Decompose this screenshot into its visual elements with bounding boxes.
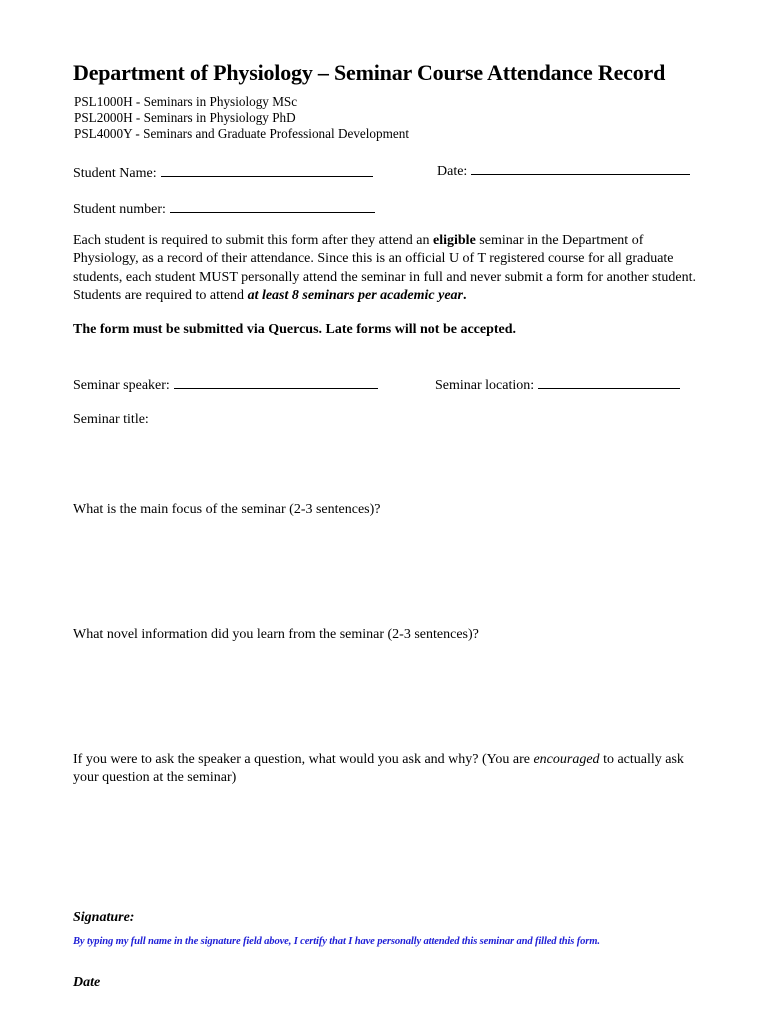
course-item: PSL1000H - Seminars in Physiology MSc <box>74 94 298 109</box>
focus-question: What is the main focus of the seminar (2-3 sentences)? <box>73 502 381 517</box>
student-name-row <box>73 164 373 182</box>
page-title: Department of Physiology – Seminar Course Attendance Record <box>73 60 666 85</box>
student-name-label: Student Name: <box>73 166 157 181</box>
student-number-row <box>73 200 375 218</box>
location-label: Seminar location: <box>435 378 535 393</box>
focus-answer-field[interactable] <box>73 522 693 622</box>
course-item: PSL4000Y - Seminars and Graduate Professional Development <box>74 126 409 141</box>
speaker-label: Seminar speaker: <box>73 378 170 393</box>
requirement-emphasis: at least 8 seminars per academic year <box>247 287 463 303</box>
date-label: Date: <box>437 164 468 179</box>
novel-answer-field[interactable] <box>73 647 693 747</box>
ask-answer-field[interactable] <box>73 792 693 902</box>
student-number-label: Student number: <box>73 202 166 217</box>
seminar-title-field[interactable] <box>73 432 693 492</box>
student-number-field[interactable] <box>170 200 375 213</box>
signature-date-label: Date <box>73 975 101 990</box>
student-name-field[interactable] <box>161 164 373 177</box>
date-row <box>437 162 690 180</box>
ask-question <box>73 751 693 787</box>
speaker-row <box>73 376 378 394</box>
instructions-end: . <box>462 287 467 303</box>
certification-statement: By typing my full name in the signature field above, I certify that I have personally attended this seminar and filled this form. <box>73 936 600 947</box>
instructions-text: seminar in the Department of Physiology, as a record of their attendance. Since this is an official U of T registered course for all graduate students, each student MUST personally attend the seminar in full and never submit a form for another student. Students are required to attend <box>73 233 696 303</box>
date-field[interactable] <box>471 162 690 175</box>
eligible-emphasis: eligible <box>433 233 476 248</box>
encouraged-emphasis: encouraged <box>533 752 600 767</box>
submission-notice: The form must be submitted via Quercus. Late forms will not be accepted. <box>73 322 517 337</box>
ask-question-text: to actually ask your question at the seminar) <box>73 752 684 785</box>
novel-question: What novel information did you learn from the seminar (2-3 sentences)? <box>73 627 479 642</box>
ask-question-text: If you were to ask the speaker a question, what would you ask and why? (You are <box>73 752 534 767</box>
speaker-field[interactable] <box>174 376 378 389</box>
instructions-text: Each student is required to submit this form after they attend an <box>73 233 434 248</box>
instructions-paragraph <box>73 232 698 305</box>
signature-label: Signature: <box>73 910 135 925</box>
seminar-title-label: Seminar title: <box>73 412 149 427</box>
location-row <box>435 376 680 394</box>
location-field[interactable] <box>538 376 680 389</box>
course-item: PSL2000H - Seminars in Physiology PhD <box>74 110 296 125</box>
